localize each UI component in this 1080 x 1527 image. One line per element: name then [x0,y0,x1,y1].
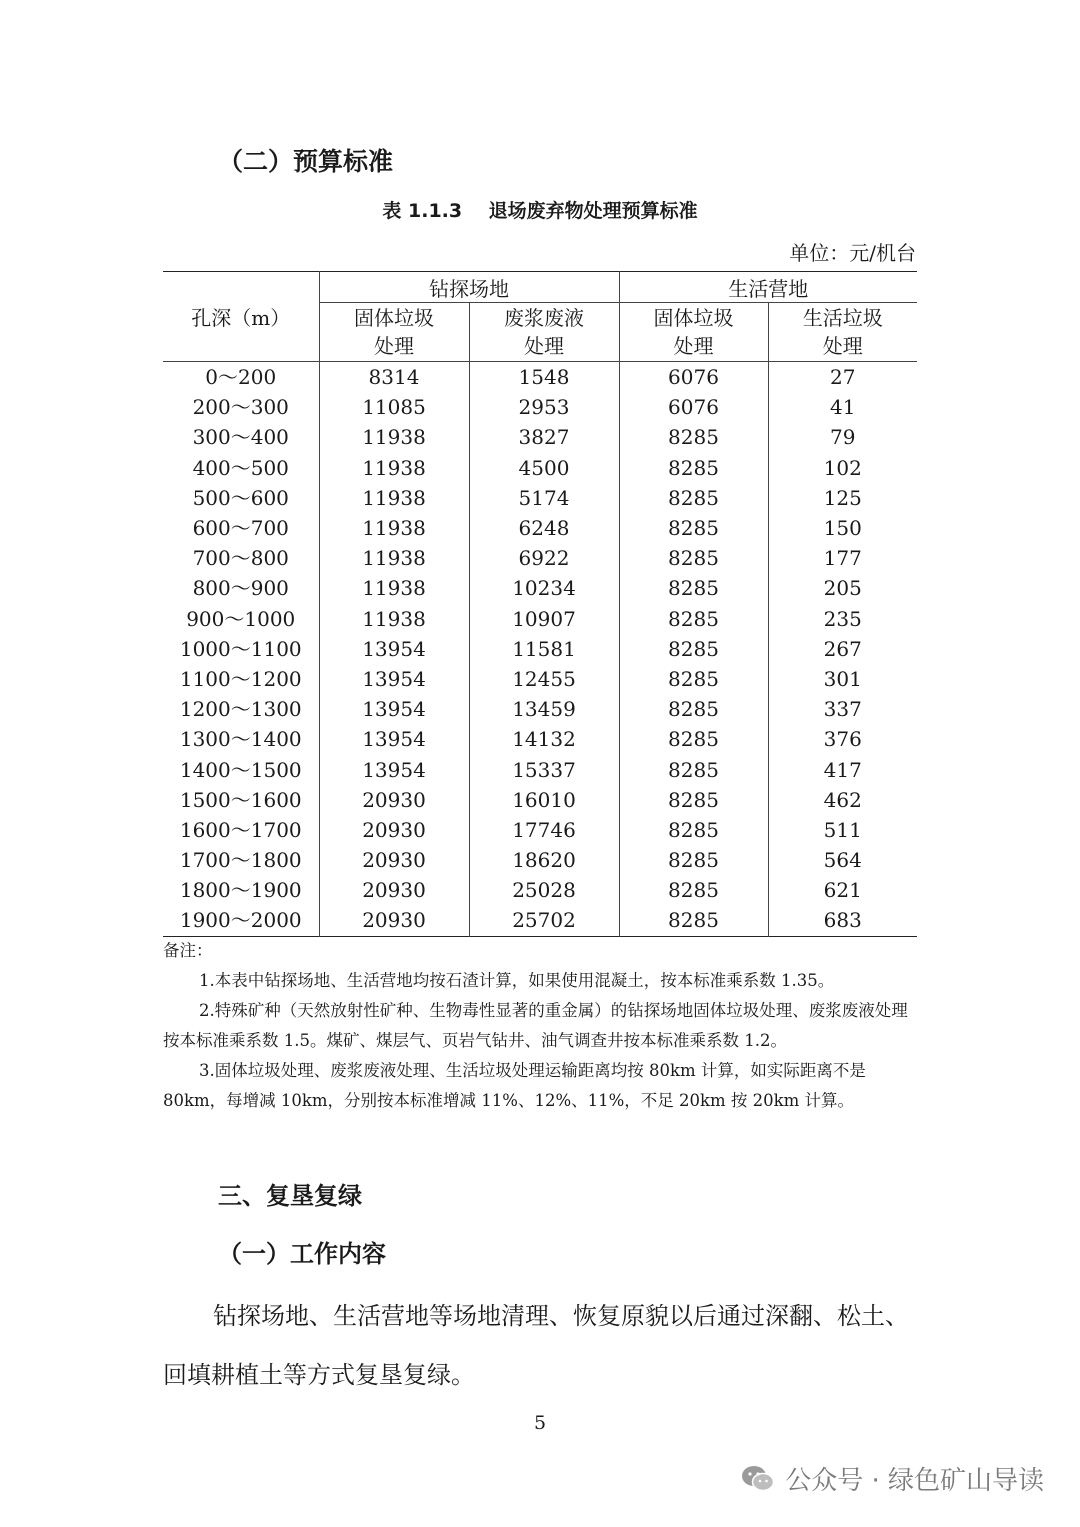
table-cell: 700～800 [192,546,289,571]
table-cell: 16010 [469,785,619,815]
table-cell: 14132 [469,724,619,754]
table-cell: 20930 [319,875,469,905]
table-row [163,483,917,513]
table-cell: 1600～1700 [179,817,302,842]
table-row [163,392,917,422]
table-cell: 0～200 [205,365,277,390]
table-cell: 301 [768,664,917,694]
note-item: 1.本表中钻探场地、生活营地均按石渣计算，如果使用混凝土，按本标准乘系数 1.35。 [199,971,835,990]
table-cell: 11938 [319,573,469,603]
table-row [163,875,917,905]
table-row [163,694,917,724]
header-camp-life: 生活垃圾 处理 [768,303,917,362]
table-cell: 267 [768,634,917,664]
table-cell: 41 [768,392,917,422]
page-number: 5 [533,1412,547,1434]
table-cell: 13954 [319,724,469,754]
table-row [163,634,917,664]
notes [163,936,919,1116]
table-cell: 8285 [619,573,768,603]
table-cell: 8285 [619,483,768,513]
table-row [163,422,917,452]
header-drill-solid: 固体垃圾 处理 [319,303,469,362]
table-cell: 11085 [319,392,469,422]
table-cell: 235 [768,604,917,634]
table-cell: 8285 [619,543,768,573]
table-row [163,815,917,845]
table-cell: 11938 [319,453,469,483]
section-sub-heading-work: （一）工作内容 [218,1240,386,1268]
unit-label: 单位：元/机台 [789,241,916,265]
table-cell: 8285 [619,724,768,754]
table-cell: 500～600 [192,485,289,510]
table-cell: 1700～1800 [179,848,302,873]
table-cell: 400～500 [192,455,289,480]
body-paragraph-text: 钻探场地、生活营地等场地清理、恢复原貌以后通过深翻、松土、回填耕植土等方式复垦复绿。 [163,1302,909,1389]
table-cell: 102 [768,453,917,483]
wechat-icon [741,1465,775,1493]
table-cell: 8285 [619,845,768,875]
table-cell: 376 [768,724,917,754]
table-cell: 8285 [619,664,768,694]
table-row [163,453,917,483]
table-cell: 8285 [619,634,768,664]
table-row [163,664,917,694]
table-cell: 8285 [619,604,768,634]
table-cell: 1100～1200 [179,666,302,691]
table-cell: 600～700 [192,516,289,541]
table-cell: 511 [768,815,917,845]
watermark [741,1460,1044,1497]
table-cell: 13459 [469,694,619,724]
table-cell: 6076 [619,362,768,393]
header-drill-slurry: 废浆废液 处理 [469,303,619,362]
table-cell: 4500 [469,453,619,483]
table-cell: 462 [768,785,917,815]
table-row [163,845,917,875]
table-cell: 1400～1500 [179,757,302,782]
table-cell: 11938 [319,422,469,452]
watermark-text: 公众号 · 绿色矿山导读 [785,1466,1044,1496]
table-cell: 205 [768,573,917,603]
table-cell: 13954 [319,664,469,694]
body-paragraph [163,1287,923,1405]
table-cell: 8285 [619,422,768,452]
table-cell: 13954 [319,754,469,784]
table-cell: 12455 [469,664,619,694]
notes-title: 备注： [163,941,213,960]
table-cell: 150 [768,513,917,543]
table-caption: 表 1.1.3 退场废弃物处理预算标准 [382,200,698,222]
table-cell: 11938 [319,513,469,543]
table-cell: 11581 [469,634,619,664]
table-row [163,573,917,603]
table-cell: 2953 [469,392,619,422]
note-item: 2.特殊矿种（天然放射性矿种、生物毒性显著的重金属）的钻探场地固体垃圾处理、废浆废液处理按本标准乘系数 1.5。煤矿、煤层气、页岩气钻井、油气调查井按本标准乘系数 1.2。 [163,1001,908,1050]
table-cell: 1300～1400 [179,727,302,752]
table-cell: 8285 [619,785,768,815]
table-row [163,543,917,573]
table-cell: 6248 [469,513,619,543]
table-cell: 13954 [319,694,469,724]
table-cell: 1900～2000 [179,908,302,933]
table-row [163,785,917,815]
table-cell: 621 [768,875,917,905]
table-cell: 8285 [619,754,768,784]
budget-table [163,271,917,937]
table-cell: 8285 [619,815,768,845]
header-camp-solid: 固体垃圾 处理 [619,303,768,362]
table-cell: 337 [768,694,917,724]
table-cell: 18620 [469,845,619,875]
header-drill-site: 钻探场地 [319,272,619,303]
section-sub-heading: （二）预算标准 [218,147,394,176]
table-cell: 8285 [619,875,768,905]
table-cell: 20930 [319,845,469,875]
table-cell: 8285 [619,453,768,483]
table-row [163,724,917,754]
table-row [163,513,917,543]
table-cell: 8314 [319,362,469,393]
table-cell: 25702 [469,905,619,936]
table-cell: 177 [768,543,917,573]
table-cell: 11938 [319,604,469,634]
table-cell: 683 [768,905,917,936]
table-cell: 15337 [469,754,619,784]
table-cell: 1800～1900 [179,878,302,903]
table-cell: 417 [768,754,917,784]
table-cell: 27 [768,362,917,393]
section-heading: 三、复垦复绿 [218,1182,362,1210]
table-cell: 25028 [469,875,619,905]
table-row [163,604,917,634]
table-cell: 17746 [469,815,619,845]
table-cell: 5174 [469,483,619,513]
table-cell: 564 [768,845,917,875]
table-row [163,362,917,393]
table-cell: 20930 [319,785,469,815]
table-cell: 200～300 [192,395,289,420]
header-depth: 孔深（m） [163,272,319,362]
table-cell: 3827 [469,422,619,452]
table-cell: 8285 [619,905,768,936]
table-cell: 300～400 [192,425,289,450]
table-cell: 1200～1300 [179,697,302,722]
table-cell: 13954 [319,634,469,664]
table-cell: 125 [768,483,917,513]
table-cell: 1548 [469,362,619,393]
table-cell: 800～900 [192,576,289,601]
table-cell: 6922 [469,543,619,573]
header-camp: 生活营地 [619,272,917,303]
table-cell: 1500～1600 [179,787,302,812]
table-cell: 900～1000 [186,606,296,631]
table-row [163,754,917,784]
table-cell: 20930 [319,815,469,845]
table-cell: 20930 [319,905,469,936]
table-row [163,905,917,936]
table-cell: 10907 [469,604,619,634]
note-item: 3.固体垃圾处理、废浆废液处理、生活垃圾处理运输距离均按 80km 计算，如实际距离不是 80km，每增减 10km，分别按本标准增减 11%、12%、11%，不足 20km 按 20km 计算。 [163,1061,866,1110]
table-cell: 1000～1100 [179,636,302,661]
table-cell: 8285 [619,513,768,543]
table-cell: 8285 [619,694,768,724]
table-cell: 10234 [469,573,619,603]
table-cell: 11938 [319,543,469,573]
table-cell: 11938 [319,483,469,513]
table-cell: 6076 [619,392,768,422]
table-cell: 79 [768,422,917,452]
